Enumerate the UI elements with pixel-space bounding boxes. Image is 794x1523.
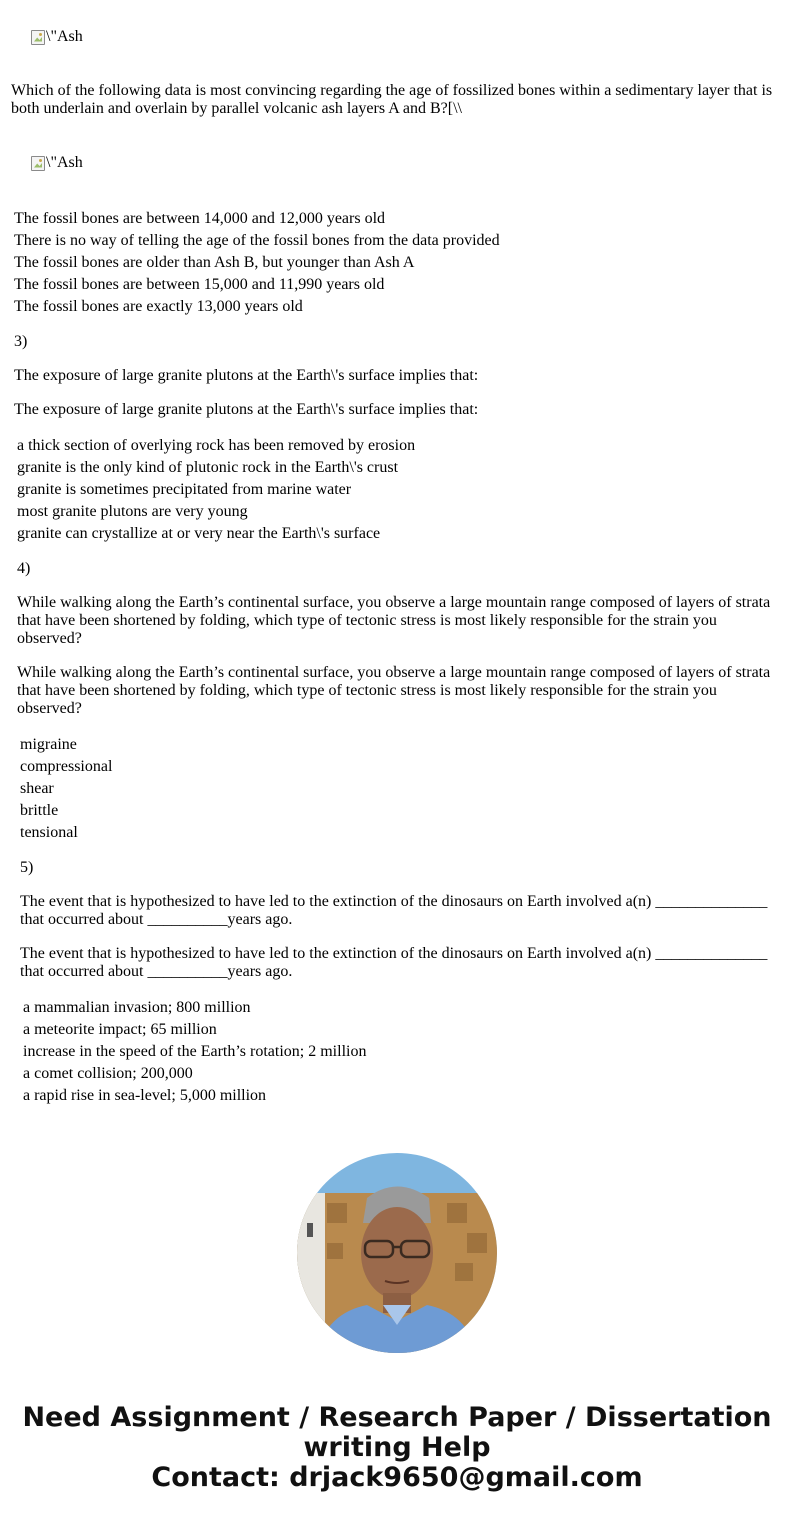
author-avatar — [297, 1153, 497, 1353]
answer-option[interactable]: granite is the only kind of plutonic rock in the Earth\'s crust — [17, 459, 399, 476]
answer-option[interactable]: granite is sometimes precipitated from marine water — [17, 481, 352, 498]
answer-option[interactable]: most granite plutons are very young — [17, 503, 248, 520]
contact-banner — [0, 1403, 794, 1493]
question-3-options — [17, 435, 415, 545]
answer-option[interactable]: a mammalian invasion; 800 million — [23, 999, 251, 1016]
question-4-prompt: While walking along the Earth’s continental surface, you observe a large mountain range composed of layers of strata that have been shortened by folding, which type of tectonic stress is most likely responsible for the strain you observed? — [17, 594, 771, 647]
question-5-number: 5) — [20, 859, 34, 876]
answer-option[interactable]: shear — [20, 780, 54, 797]
avatar-portrait — [297, 1153, 497, 1353]
answer-option[interactable]: The fossil bones are older than Ash B, but younger than Ash A — [14, 254, 415, 271]
answer-option[interactable]: brittle — [20, 802, 59, 819]
answer-option[interactable]: tensional — [20, 824, 78, 841]
answer-option[interactable]: a comet collision; 200,000 — [23, 1065, 193, 1082]
question-5-options — [23, 997, 366, 1107]
answer-option[interactable]: a thick section of overlying rock has been removed by erosion — [17, 437, 416, 454]
answer-option[interactable]: The fossil bones are between 15,000 and 11,990 years old — [14, 276, 385, 293]
question-3-number: 3) — [14, 333, 28, 350]
answer-option[interactable]: migraine — [20, 736, 77, 753]
question-2-options — [14, 208, 500, 318]
broken-image-icon — [31, 156, 45, 171]
image-alt-text: \"Ash — [46, 154, 83, 171]
question-4-options — [20, 734, 112, 844]
ash-diagram-image — [31, 28, 83, 46]
question-2-prompt: Which of the following data is most convincing regarding the age of fossilized bones within a sedimentary layer that is both underlain and overlain by parallel volcanic ash layers A and B?[\\ — [11, 82, 773, 117]
question-4-prompt-repeat: While walking along the Earth’s continental surface, you observe a large mountain range composed of layers of strata that have been shortened by folding, which type of tectonic stress is most likely responsible for the strain you observed? — [17, 664, 771, 717]
answer-option[interactable]: granite can crystallize at or very near the Earth\'s surface — [17, 525, 381, 542]
ash-diagram-image — [31, 154, 83, 172]
footer-contact-email[interactable]: Contact: drjack9650@gmail.com — [151, 1462, 643, 1493]
image-alt-text: \"Ash — [46, 28, 83, 45]
answer-option[interactable]: increase in the speed of the Earth’s rotation; 2 million — [23, 1043, 367, 1060]
footer-line-2: writing Help — [303, 1432, 491, 1463]
question-3-prompt: The exposure of large granite plutons at the Earth\'s surface implies that: — [14, 367, 479, 384]
footer-line-1: Need Assignment / Research Paper / Dissertation — [22, 1402, 772, 1433]
answer-option[interactable]: a meteorite impact; 65 million — [23, 1021, 217, 1038]
question-3-prompt-repeat: The exposure of large granite plutons at the Earth\'s surface implies that: — [14, 401, 479, 418]
question-5-prompt-repeat: The event that is hypothesized to have led to the extinction of the dinosaurs on Earth involved a(n) ______________ that occurred about __________years ago. — [20, 945, 768, 980]
question-5-prompt: The event that is hypothesized to have led to the extinction of the dinosaurs on Earth involved a(n) ______________ that occurred about __________years ago. — [20, 893, 768, 928]
answer-option[interactable]: compressional — [20, 758, 113, 775]
answer-option[interactable]: There is no way of telling the age of the fossil bones from the data provided — [14, 232, 500, 249]
question-4-number: 4) — [17, 560, 31, 577]
answer-option[interactable]: The fossil bones are between 14,000 and 12,000 years old — [14, 210, 386, 227]
broken-image-icon — [31, 30, 45, 45]
answer-option[interactable]: a rapid rise in sea-level; 5,000 million — [23, 1087, 267, 1104]
answer-option[interactable]: The fossil bones are exactly 13,000 years old — [14, 298, 303, 315]
